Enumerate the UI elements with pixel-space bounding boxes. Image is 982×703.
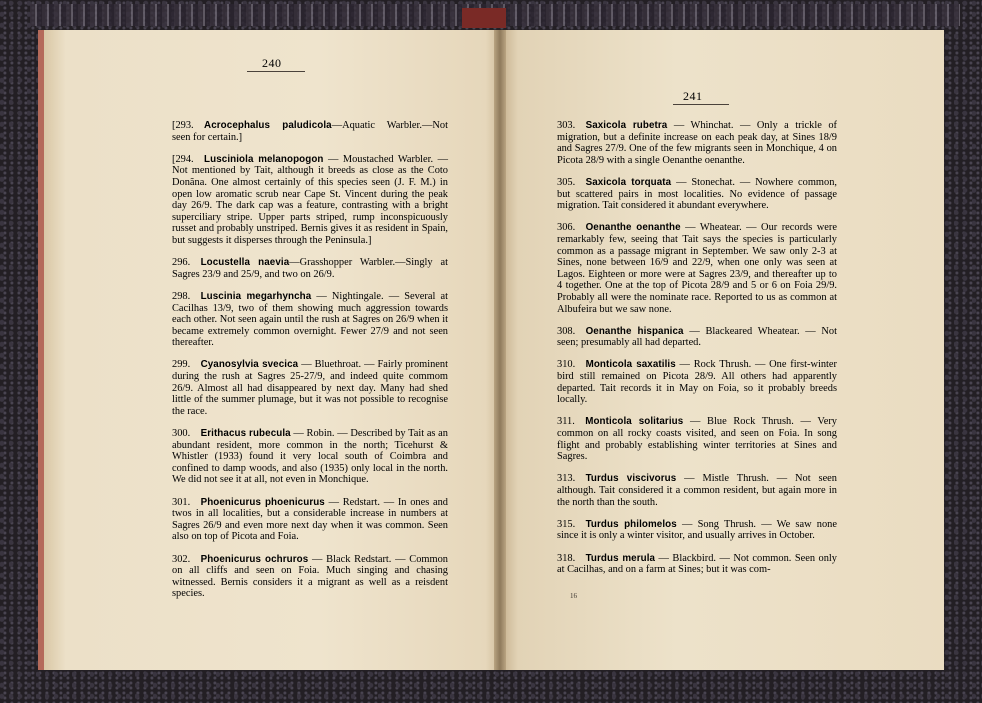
species-name: Saxicola torquata <box>585 176 672 188</box>
species-entry <box>557 553 837 576</box>
entry-number: 301. <box>172 496 191 508</box>
species-entry <box>557 326 837 349</box>
species-name: Saxicola rubetra <box>585 120 668 131</box>
entry-text: — Blackbird. — Not common. Seen only at Cacilhas, and on a farm at Sines; but it was com- <box>557 552 837 576</box>
left-text-column <box>172 120 448 611</box>
entry-number: 315. <box>557 518 576 530</box>
entry-number: 296. <box>172 257 191 269</box>
species-name: Oenanthe hispanica <box>585 325 684 337</box>
entry-number: [294. <box>172 153 194 165</box>
species-entry <box>172 359 448 417</box>
entry-text: — Blackeared Wheatear. — Not seen; presumably all had departed. <box>557 325 837 349</box>
species-entry <box>172 497 448 543</box>
left-page-number: 240 <box>262 56 282 70</box>
entry-number: 306. <box>557 222 576 234</box>
signature-mark: 16 <box>570 592 577 600</box>
species-name: Locustella naevia <box>200 257 290 269</box>
entry-text: — Nightingale. — Several at Cacilhas 13/9, two of them showing much aggression towards each other. Not seen again until the rush at Sagres on 26/9 when it became extremely common overnight. Fewer 27/9 and not seen thereafter. <box>172 290 448 349</box>
entry-text: — Song Thrush. — We saw none since it is only a winter visitor, and usually arrives in October. <box>557 518 837 542</box>
species-entry <box>557 416 837 462</box>
species-name: Luscinia megarhyncha <box>200 290 312 302</box>
entry-number: 299. <box>172 359 191 371</box>
species-entry <box>172 428 448 486</box>
species-name: Oenanthe oenanthe <box>585 222 681 234</box>
entry-text: — Robin. — Described by Tait as an abundant resident, more common in the north; Ticehurst & Whistler (1933) found it very local south of Coimbra and confined to damp woods, and also (1935) only local in the north. We did not see it at all, not even in Monchique. <box>172 428 448 486</box>
species-entry <box>172 120 448 143</box>
entry-number: 302. <box>172 553 191 565</box>
species-name: Monticola solitarius <box>585 416 684 428</box>
species-entry <box>172 291 448 349</box>
species-entry <box>172 257 448 280</box>
entry-number: 298. <box>172 290 191 302</box>
species-name: Phoenicurus ochruros <box>200 553 309 565</box>
book-spine <box>462 8 506 28</box>
species-entry <box>172 554 448 600</box>
right-text-column <box>557 120 837 586</box>
species-name: Turdus merula <box>585 552 656 564</box>
entry-text: — Blue Rock Thrush. — Very common on all rocky coasts visited, and seen on Foia. In song flight and probably establishing winter territories at Sines and Sagres. <box>557 416 838 463</box>
entry-text: —Aquatic Warbler.—Not seen for certain.] <box>172 120 448 143</box>
entry-text: —Grasshopper Warbler.—Singly at Sagres 23/9 and 25/9, and two on 26/9. <box>172 257 448 280</box>
entry-number: 318. <box>557 552 576 564</box>
entry-text: — Whinchat. — Only a trickle of migration, but a definite increase on each peak day, at Sines 18/9 and Sagres 27/9. One of the few migrants seen in Monchique, 4 on Picota 28/9 with a single Oenanthe oenanthe. <box>557 120 837 166</box>
species-entry <box>557 177 837 212</box>
entry-text: — Rock Thrush. — One first-winter bird still remained on Picota 28/9. All others had apparently departed. Tait records it in May on Foia, so it probably breeds locally. <box>557 359 837 406</box>
species-entry <box>557 473 837 508</box>
species-entry <box>172 154 448 247</box>
species-entry <box>557 519 837 542</box>
entry-text: — Redstart. — In ones and twos in all localities, but a considerable increase in numbers at Sagres 26/9 and even more next day when it was common. Seen also on top of Picota and Foia. <box>172 496 449 543</box>
entry-number: 313. <box>557 473 576 485</box>
entry-number: 308. <box>557 325 576 337</box>
entry-number: 311. <box>557 416 575 428</box>
species-name: Cyanosylvia svecica <box>200 359 299 371</box>
right-header-rule <box>673 104 729 105</box>
species-name: Acrocephalus paludicola <box>204 120 332 131</box>
entry-text: — Mistle Thrush. — Not seen although. Tait considered it a common resident, but again more in the north than the south. <box>557 473 837 508</box>
entry-number: 305. <box>557 176 576 188</box>
entry-text: — Bluethroat. — Fairly prominent during the rush at Sagres 25-27/9, and indeed quite commom 26/9. Almost all had disappeared by next day. Many had shed little of the summer plumage, but it was not possible to recognise the race. <box>172 359 448 417</box>
entry-number: 300. <box>172 428 191 440</box>
species-name: Turdus viscivorus <box>585 473 677 485</box>
entry-number: 310. <box>557 359 576 371</box>
book-gutter <box>494 30 506 670</box>
species-entry <box>557 359 837 405</box>
entry-number: [293. <box>172 120 194 131</box>
species-name: Phoenicurus phoenicurus <box>200 496 325 508</box>
species-name: Monticola saxatilis <box>585 359 676 371</box>
species-entry <box>557 222 837 315</box>
left-header-rule <box>247 71 305 72</box>
entry-text: — Wheatear. — Our records were remarkably few, seeing that Tait says the species is particularly common as a passage migrant in September. We saw only 2-3 at Sines, none between 16/9 and 22/9, when one only was seen at Lagos. Eighteen or more were at Sagres 23/9, and thereafter up to 4 together. One at the top of Picota 28/9 and 5 or 6 on Foia 29/9. Probably all were the nominate race. Reported to us as common at Albufeira but we saw none. <box>557 222 837 315</box>
species-name: Turdus philomelos <box>585 518 677 530</box>
species-name: Erithacus rubecula <box>200 428 291 440</box>
entry-number: 303. <box>557 120 576 131</box>
species-name: Lusciniola melanopogon <box>204 153 324 165</box>
entry-text: — Stonechat. — Nowhere common, but scattered pairs in most localities. No evidence of passage migration. Tait considered it abundant everywhere. <box>557 176 837 212</box>
right-page-number: 241 <box>683 89 703 103</box>
entry-text: — Moustached Warbler. — Not mentioned by Tait, although it breeds as close as the Coto Donãna. One almost certainly of this species seen (J. F. M.) in open low aromatic scrub near Cape St. Vincent during the peak day 26/9. The dark cap was a feature, contrasting with a bright superciliary stripe. Upper parts striped, rump inconspicuously russet and probably unstriped. Bernis gives it as resident in Spain, but suggests it disperses through the Peninsula.] <box>172 153 448 246</box>
entry-text: — Black Redstart. — Common on all cliffs and seen on Foia. Much singing and chasing witnessed. Bernis considers it a migrant as well as a reisdent species. <box>172 553 448 600</box>
species-entry <box>557 120 837 166</box>
